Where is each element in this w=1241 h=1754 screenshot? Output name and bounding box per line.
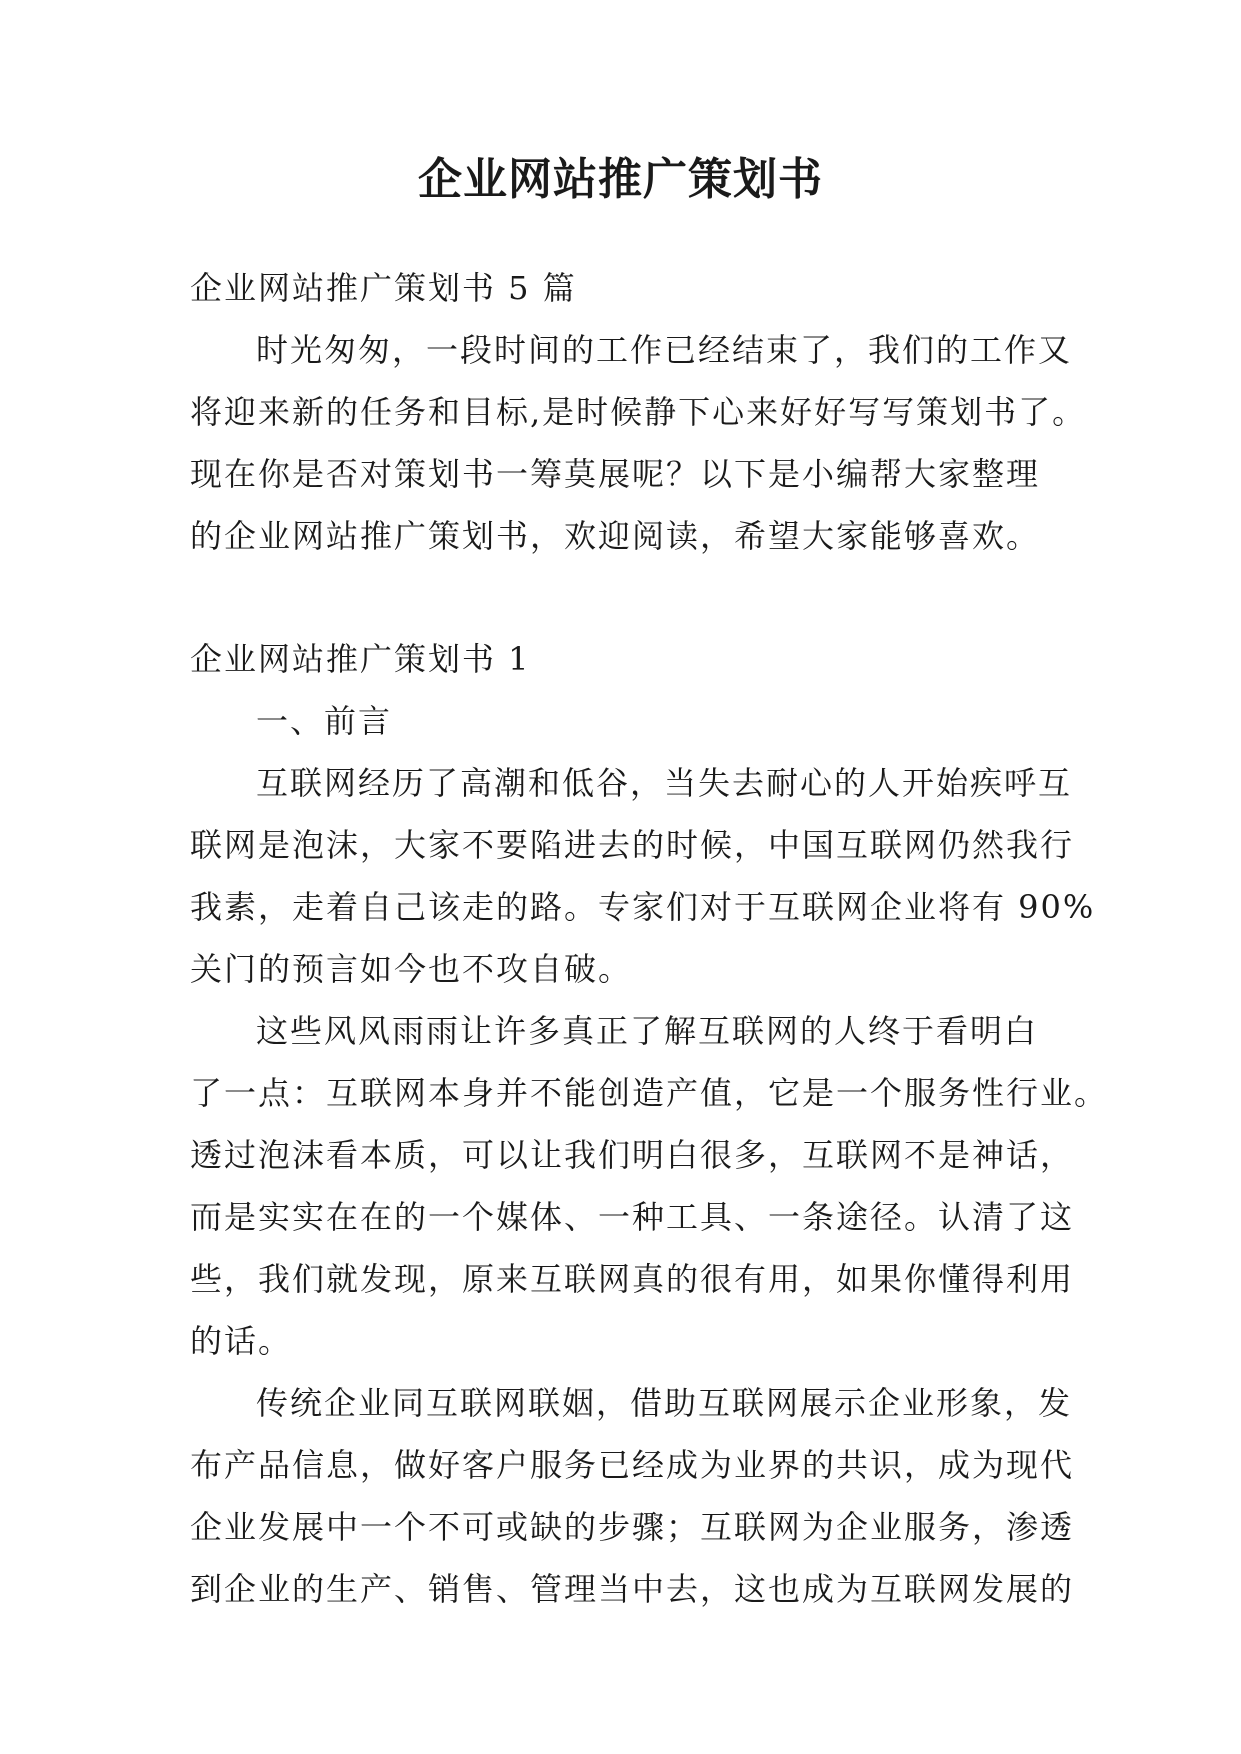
intro-line: 的企业网站推广策划书，欢迎阅读，希望大家能够喜欢。	[190, 517, 1041, 555]
paragraph-line: 的话。	[190, 1322, 293, 1360]
paragraph-line: 企业发展中一个不可或缺的步骤；互联网为企业服务，渗透	[190, 1508, 1075, 1546]
paragraph-line: 了一点：互联网本身并不能创造产值，它是一个服务性行业。	[190, 1074, 1109, 1112]
paragraph-line: 我素，走着自己该走的路。专家们对于互联网企业将有 90%	[190, 888, 1096, 926]
paragraph-line: 布产品信息，做好客户服务已经成为业界的共识，成为现代	[190, 1446, 1075, 1484]
paragraph-line: 到企业的生产、销售、管理当中去，这也成为互联网发展的	[190, 1570, 1075, 1608]
section-heading: 企业网站推广策划书 1	[190, 640, 531, 678]
paragraph-line: 关门的预言如今也不攻自破。	[190, 950, 633, 988]
paragraph-line: 透过泡沫看本质，可以让我们明白很多，互联网不是神话，	[190, 1136, 1075, 1174]
document-title: 企业网站推广策划书	[418, 154, 823, 205]
section-block	[190, 628, 1109, 1620]
intro-block	[190, 257, 1087, 567]
paragraph-line: 互联网经历了高潮和低谷，当失去耐心的人开始疾呼互	[256, 764, 1073, 802]
paragraph-line: 传统企业同互联网联姻，借助互联网展示企业形象，发	[256, 1384, 1073, 1422]
paragraph-line: 而是实实在在的一个媒体、一种工具、一条途径。认清了这	[190, 1198, 1075, 1236]
paragraph-line: 这些风风雨雨让许多真正了解互联网的人终于看明白	[256, 1012, 1039, 1050]
paragraph-line: 些，我们就发现，原来互联网真的很有用，如果你懂得利用	[190, 1260, 1075, 1298]
intro-line: 将迎来新的任务和目标,是时候静下心来好好写写策划书了。	[190, 393, 1087, 431]
intro-line: 现在你是否对策划书一筹莫展呢？以下是小编帮大家整理	[190, 455, 1041, 493]
intro-line: 时光匆匆，一段时间的工作已经结束了，我们的工作又	[256, 331, 1073, 369]
paragraph-line: 联网是泡沫，大家不要陷进去的时候，中国互联网仍然我行	[190, 826, 1075, 864]
document-subtitle: 企业网站推广策划书 5 篇	[190, 269, 577, 307]
subsection-heading: 一、前言	[256, 702, 393, 740]
